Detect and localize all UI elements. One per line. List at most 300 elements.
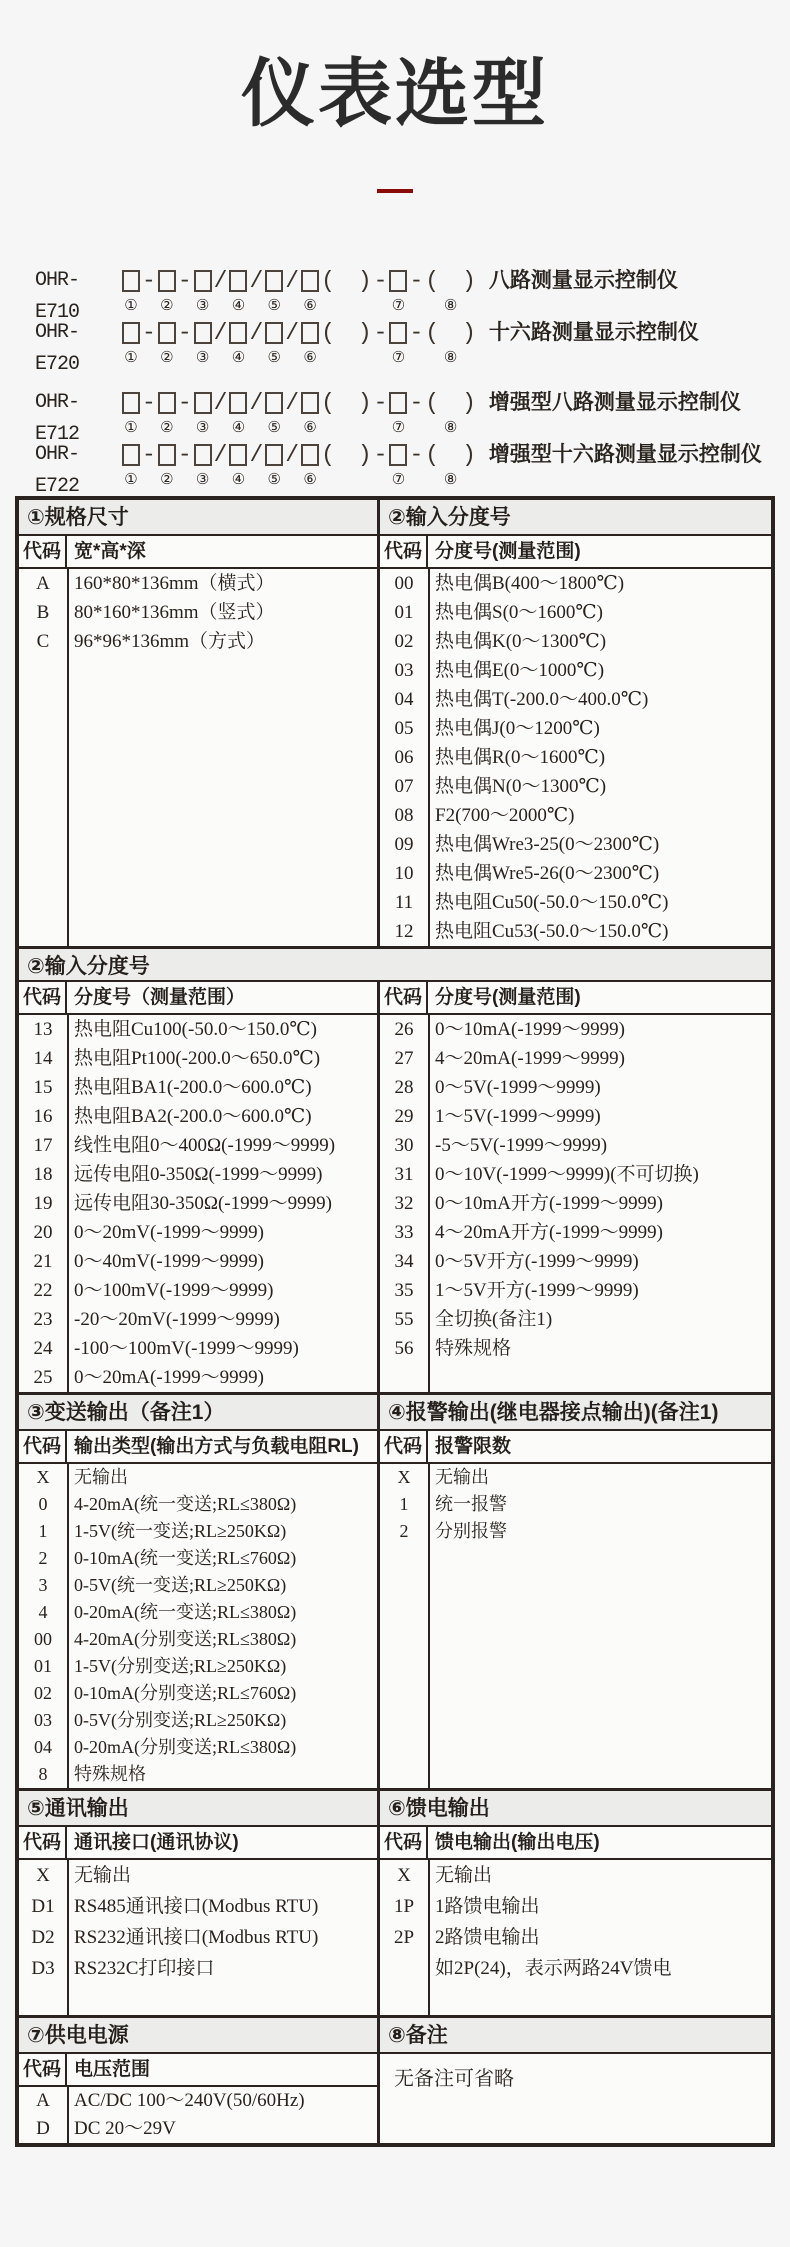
code-cell: A bbox=[36, 2089, 50, 2111]
desc-cell: 分别报警 bbox=[435, 1520, 507, 1541]
desc-cell: 无输出 bbox=[74, 1864, 132, 1886]
position-number-label: ⑦ bbox=[391, 297, 406, 314]
desc-cell: 0-10mA(统一变送;RL≤760Ω) bbox=[74, 1547, 297, 1568]
code-token bbox=[265, 317, 283, 369]
table-row bbox=[380, 1131, 771, 1160]
table-row bbox=[19, 1953, 377, 1984]
position-number-label: ④ bbox=[231, 471, 246, 488]
code-token bbox=[214, 317, 228, 369]
code-token bbox=[321, 439, 372, 491]
code-token bbox=[194, 265, 212, 317]
position-number-label: ③ bbox=[195, 471, 210, 488]
code-box-slot bbox=[122, 317, 140, 349]
desc-cell: RS232C打印接口 bbox=[74, 1957, 215, 1979]
position-number-label bbox=[341, 471, 351, 491]
code-box bbox=[158, 270, 176, 292]
position-number-label bbox=[180, 471, 190, 491]
code-box-slot bbox=[122, 265, 140, 297]
desc-cell: 全切换(备注1) bbox=[435, 1308, 553, 1330]
table-row bbox=[19, 569, 377, 598]
code-token bbox=[285, 265, 299, 317]
code-token bbox=[142, 387, 156, 439]
code-cell: 26 bbox=[394, 1018, 414, 1040]
position-number-label bbox=[376, 419, 386, 439]
model-line bbox=[35, 387, 790, 446]
section-data bbox=[19, 2087, 377, 2143]
table-row bbox=[19, 1131, 377, 1160]
code-cell: 27 bbox=[394, 1047, 414, 1069]
position-number-label bbox=[251, 349, 261, 369]
table-row bbox=[380, 1247, 771, 1276]
code-token bbox=[425, 317, 476, 369]
desc-cell: 0-5V(统一变送;RL≥250KΩ) bbox=[74, 1574, 287, 1595]
desc-cell: 0～10mA(-1999～9999) bbox=[435, 1018, 625, 1040]
desc-cell: 0-20mA(统一变送;RL≤380Ω) bbox=[74, 1601, 297, 1622]
code-cell: 25 bbox=[33, 1366, 53, 1388]
table-row bbox=[380, 1891, 771, 1922]
code-cell: 22 bbox=[33, 1279, 53, 1301]
desc-cell: RS485通讯接口(Modbus RTU) bbox=[74, 1895, 319, 1917]
code-cell: 08 bbox=[394, 804, 414, 826]
section-data bbox=[380, 1860, 771, 2015]
code-cell: 28 bbox=[394, 1076, 414, 1098]
position-number-label: ② bbox=[160, 471, 174, 488]
column-header-row bbox=[19, 1431, 377, 1464]
table-section bbox=[19, 2018, 380, 2143]
table-row bbox=[19, 627, 377, 656]
section-header: ①规格尺寸 bbox=[19, 500, 377, 536]
code-cell: X bbox=[397, 1864, 411, 1886]
code-separator: ( ) bbox=[321, 267, 372, 294]
position-number-label bbox=[341, 297, 351, 317]
table-row bbox=[19, 2087, 377, 2115]
desc-cell: -20～20mV(-1999～9999) bbox=[74, 1308, 280, 1330]
description-column-header: 宽*高*深 bbox=[74, 540, 146, 562]
table-row bbox=[19, 1860, 377, 1891]
table-row bbox=[380, 1464, 771, 1491]
code-cell: 19 bbox=[33, 1192, 53, 1214]
code-box-slot bbox=[389, 317, 407, 349]
code-token bbox=[178, 439, 192, 491]
code-cell: 11 bbox=[394, 891, 414, 913]
code-cell: 56 bbox=[394, 1337, 414, 1359]
description-column-header: 通讯接口(通讯协议) bbox=[74, 1831, 239, 1853]
table-row bbox=[19, 1102, 377, 1131]
model-description: 十六路测量显示控制仪 bbox=[488, 320, 699, 344]
code-box bbox=[122, 322, 140, 344]
desc-cell: -100～100mV(-1999～9999) bbox=[74, 1337, 299, 1359]
desc-cell: 远传电阻30-350Ω(-1999～9999) bbox=[74, 1192, 332, 1214]
table-row bbox=[19, 1572, 377, 1599]
section-pair-row bbox=[19, 982, 771, 1392]
code-token bbox=[229, 387, 247, 439]
desc-cell: 热电偶Wre3-25(0～2300℃) bbox=[435, 833, 660, 855]
position-number-label bbox=[411, 349, 421, 369]
desc-cell: 0-20mA(分别变送;RL≤380Ω) bbox=[74, 1736, 297, 1757]
table-row bbox=[380, 1860, 771, 1891]
model-code-pattern bbox=[121, 387, 477, 439]
code-token bbox=[374, 387, 388, 439]
table-row bbox=[380, 743, 771, 772]
desc-cell: 热电阻BA1(-200.0～600.0℃) bbox=[74, 1076, 312, 1098]
table-row bbox=[380, 714, 771, 743]
desc-cell: 热电阻Pt100(-200.0～650.0℃) bbox=[74, 1047, 321, 1069]
code-cell: D3 bbox=[31, 1957, 55, 1979]
position-number-label bbox=[251, 471, 261, 491]
column-header-row bbox=[19, 982, 377, 1015]
description-column-header: 分度号(测量范围) bbox=[435, 986, 581, 1008]
table-row bbox=[19, 1247, 377, 1276]
desc-cell: 1路馈电输出 bbox=[435, 1895, 540, 1917]
section-pair-row bbox=[19, 2015, 771, 2143]
position-number-label bbox=[376, 471, 386, 491]
table-section bbox=[380, 982, 771, 1392]
table-row bbox=[380, 1491, 771, 1518]
table-row bbox=[19, 1305, 377, 1334]
desc-cell: RS232通讯接口(Modbus RTU) bbox=[74, 1926, 319, 1948]
position-number-label: ① bbox=[124, 349, 138, 366]
code-token bbox=[158, 387, 176, 439]
position-number-label: ⑧ bbox=[443, 297, 458, 314]
model-code-pattern bbox=[121, 265, 477, 317]
table-row bbox=[19, 1218, 377, 1247]
model-description: 增强型八路测量显示控制仪 bbox=[488, 390, 741, 414]
title-accent-dash bbox=[377, 189, 413, 193]
desc-cell: 热电阻Cu53(-50.0～150.0℃) bbox=[435, 920, 669, 942]
code-cell: 4 bbox=[38, 1601, 48, 1622]
code-box-slot bbox=[229, 439, 247, 471]
code-separator: ( ) bbox=[321, 389, 372, 416]
code-cell: 2 bbox=[38, 1547, 48, 1568]
code-token bbox=[425, 439, 476, 491]
position-number-label bbox=[341, 419, 351, 439]
desc-cell: 统一报警 bbox=[435, 1493, 507, 1514]
model-line bbox=[35, 439, 790, 498]
description-column-header: 分度号（测量范围） bbox=[74, 986, 246, 1008]
code-separator: / bbox=[285, 267, 300, 294]
code-token bbox=[194, 317, 212, 369]
code-box bbox=[122, 270, 140, 292]
code-box bbox=[229, 270, 247, 292]
desc-cell: 无输出 bbox=[435, 1864, 493, 1886]
code-separator: - bbox=[409, 319, 424, 346]
position-number-label bbox=[287, 419, 297, 439]
table-row bbox=[380, 1276, 771, 1305]
desc-cell: 热电偶N(0～1300℃) bbox=[435, 775, 607, 797]
code-separator: / bbox=[285, 319, 300, 346]
position-number-label: ② bbox=[160, 419, 174, 436]
model-line bbox=[35, 317, 790, 376]
code-separator: ( ) bbox=[425, 319, 476, 346]
section-data bbox=[19, 569, 377, 946]
code-box bbox=[389, 444, 407, 466]
table-row bbox=[19, 1545, 377, 1572]
desc-cell: 热电偶E(0～1000℃) bbox=[435, 659, 605, 681]
code-column-header: 代码 bbox=[380, 1827, 428, 1858]
code-separator: - bbox=[409, 267, 424, 294]
code-token bbox=[194, 439, 212, 491]
code-separator: - bbox=[373, 441, 388, 468]
code-box bbox=[265, 322, 283, 344]
code-box-slot bbox=[229, 317, 247, 349]
model-description: 八路测量显示控制仪 bbox=[488, 268, 678, 292]
code-column-header: 代码 bbox=[19, 536, 67, 567]
code-token bbox=[265, 387, 283, 439]
column-header-row bbox=[19, 1827, 377, 1860]
table-row bbox=[380, 772, 771, 801]
code-token bbox=[142, 265, 156, 317]
position-number-label bbox=[376, 297, 386, 317]
column-header-row bbox=[380, 1431, 771, 1464]
code-box bbox=[265, 270, 283, 292]
desc-cell: 4～20mA(-1999～9999) bbox=[435, 1047, 625, 1069]
code-token bbox=[301, 439, 319, 491]
model-name: OHR-E710 bbox=[35, 268, 80, 324]
code-cell: 24 bbox=[33, 1337, 53, 1359]
position-number-label: ② bbox=[160, 297, 174, 314]
model-code-pattern bbox=[121, 439, 477, 491]
code-token bbox=[249, 439, 263, 491]
position-number-label: ⑦ bbox=[391, 471, 406, 488]
code-token bbox=[178, 387, 192, 439]
position-number-label bbox=[144, 297, 154, 317]
table-row bbox=[19, 1464, 377, 1491]
table-row bbox=[380, 801, 771, 830]
position-number-label: ③ bbox=[195, 419, 210, 436]
desc-cell: 热电阻Cu100(-50.0～150.0℃) bbox=[74, 1018, 317, 1040]
code-cell: 29 bbox=[394, 1105, 414, 1127]
position-number-label bbox=[411, 419, 421, 439]
table-row bbox=[380, 685, 771, 714]
code-cell: 09 bbox=[394, 833, 414, 855]
code-token bbox=[374, 317, 388, 369]
code-column-header: 代码 bbox=[19, 1827, 67, 1858]
code-separator: - bbox=[409, 389, 424, 416]
desc-cell: 1-5V(统一变送;RL≥250KΩ) bbox=[74, 1520, 287, 1541]
desc-cell: 热电偶T(-200.0～400.0℃) bbox=[435, 688, 649, 710]
position-number-label bbox=[180, 297, 190, 317]
table-row bbox=[380, 830, 771, 859]
desc-cell: 0-5V(分别变送;RL≥250KΩ) bbox=[74, 1709, 287, 1730]
code-token bbox=[158, 439, 176, 491]
code-cell: 3 bbox=[38, 1574, 48, 1595]
description-column-header: 分度号(测量范围) bbox=[435, 540, 581, 562]
code-box bbox=[229, 322, 247, 344]
table-row bbox=[380, 569, 771, 598]
table-section bbox=[19, 982, 380, 1392]
code-cell: 14 bbox=[33, 1047, 53, 1069]
code-separator: - bbox=[177, 389, 192, 416]
code-cell: 02 bbox=[34, 1682, 52, 1703]
position-number-label: ⑧ bbox=[443, 419, 458, 436]
code-box bbox=[389, 270, 407, 292]
code-box bbox=[158, 322, 176, 344]
table-row bbox=[380, 1189, 771, 1218]
code-cell: 30 bbox=[394, 1134, 414, 1156]
code-box bbox=[194, 270, 212, 292]
code-separator: / bbox=[249, 319, 264, 346]
code-box-slot bbox=[229, 265, 247, 297]
code-cell: 33 bbox=[394, 1221, 414, 1243]
desc-cell: 0～20mA(-1999～9999) bbox=[74, 1366, 264, 1388]
position-number-label: ⑦ bbox=[391, 419, 406, 436]
table-row bbox=[19, 1734, 377, 1761]
code-cell: 1 bbox=[399, 1493, 409, 1514]
code-cell: 00 bbox=[394, 572, 414, 594]
table-row bbox=[19, 1653, 377, 1680]
code-cell: B bbox=[36, 601, 50, 623]
code-token bbox=[389, 317, 407, 369]
code-separator: - bbox=[142, 441, 156, 468]
description-column-header: 报警限数 bbox=[435, 1435, 512, 1457]
desc-cell: 热电阻BA2(-200.0～600.0℃) bbox=[74, 1105, 312, 1127]
section-pair-row bbox=[19, 500, 771, 946]
code-box bbox=[389, 322, 407, 344]
code-separator: / bbox=[213, 319, 228, 346]
table-row bbox=[19, 1276, 377, 1305]
code-token bbox=[142, 317, 156, 369]
table-row bbox=[380, 1073, 771, 1102]
code-box bbox=[265, 392, 283, 414]
desc-cell: 热电偶Wre5-26(0～2300℃) bbox=[435, 862, 660, 884]
code-box bbox=[194, 392, 212, 414]
code-separator: / bbox=[249, 267, 264, 294]
code-separator: ( ) bbox=[425, 441, 476, 468]
code-separator: - bbox=[142, 389, 156, 416]
desc-cell: 无输出 bbox=[435, 1466, 489, 1487]
table-row bbox=[19, 1518, 377, 1545]
code-cell: 1 bbox=[38, 1520, 48, 1541]
section-header-full: ②输入分度号 bbox=[19, 946, 771, 982]
section-header: ⑥馈电输出 bbox=[380, 1791, 771, 1827]
table-section bbox=[19, 500, 380, 946]
code-box-slot bbox=[389, 387, 407, 419]
desc-cell: 线性电阻0～400Ω(-1999～9999) bbox=[74, 1134, 336, 1156]
code-cell: 15 bbox=[33, 1076, 53, 1098]
code-cell: 00 bbox=[34, 1628, 52, 1649]
code-column-header: 代码 bbox=[19, 1431, 67, 1462]
selection-table bbox=[15, 496, 775, 2147]
code-cell: 23 bbox=[33, 1308, 53, 1330]
code-cell: D bbox=[36, 2117, 50, 2139]
table-section bbox=[380, 2018, 771, 2143]
position-number-label: ⑥ bbox=[303, 297, 317, 314]
desc-cell: 160*80*136mm（横式） bbox=[74, 572, 275, 594]
code-cell: X bbox=[36, 1466, 50, 1487]
description-column-header: 馈电输出(输出电压) bbox=[435, 1831, 600, 1853]
table-row bbox=[19, 1491, 377, 1518]
table-section bbox=[380, 1791, 771, 2015]
code-token bbox=[285, 439, 299, 491]
table-row bbox=[380, 1218, 771, 1247]
table-row bbox=[380, 1334, 771, 1363]
desc-cell: 0-10mA(分别变送;RL≤760Ω) bbox=[74, 1682, 297, 1703]
column-header-row bbox=[380, 982, 771, 1015]
table-section bbox=[19, 1791, 380, 2015]
table-row bbox=[380, 1102, 771, 1131]
code-box bbox=[194, 444, 212, 466]
desc-cell: DC 20～29V bbox=[74, 2117, 176, 2139]
code-separator: / bbox=[249, 441, 264, 468]
table-row bbox=[19, 1761, 377, 1788]
desc-cell: 4～20mA开方(-1999～9999) bbox=[435, 1221, 663, 1243]
code-cell: 03 bbox=[394, 659, 414, 681]
table-row bbox=[380, 917, 771, 946]
code-token bbox=[301, 387, 319, 439]
code-cell: 13 bbox=[33, 1018, 53, 1040]
code-separator: ( ) bbox=[321, 319, 372, 346]
table-row bbox=[19, 1363, 377, 1392]
code-separator: - bbox=[177, 441, 192, 468]
description-column-header: 输出类型(输出方式与负载电阻RL) bbox=[74, 1435, 359, 1457]
section-pair-row bbox=[19, 1788, 771, 2015]
table-row bbox=[380, 598, 771, 627]
code-token bbox=[142, 439, 156, 491]
position-number-label: ⑥ bbox=[303, 419, 317, 436]
table-row bbox=[380, 627, 771, 656]
desc-cell: 远传电阻0-350Ω(-1999～9999) bbox=[74, 1163, 323, 1185]
position-number-label bbox=[251, 297, 261, 317]
code-token bbox=[229, 265, 247, 317]
desc-cell: 0～10mA开方(-1999～9999) bbox=[435, 1192, 663, 1214]
code-box-slot bbox=[194, 265, 212, 297]
position-number-label bbox=[216, 297, 226, 317]
section-data bbox=[380, 569, 771, 946]
table-row bbox=[380, 1518, 771, 1545]
position-number-label: ① bbox=[124, 419, 138, 436]
code-box-slot bbox=[265, 439, 283, 471]
code-cell: 0 bbox=[38, 1493, 48, 1514]
position-number-label bbox=[251, 419, 261, 439]
section-note: 无备注可省略 bbox=[394, 2067, 514, 2090]
position-number-label bbox=[144, 349, 154, 369]
code-token bbox=[265, 265, 283, 317]
code-separator: / bbox=[285, 389, 300, 416]
section-data bbox=[19, 1464, 377, 1788]
table-row bbox=[380, 1953, 771, 1984]
code-box-slot bbox=[158, 317, 176, 349]
column-header-row bbox=[19, 2054, 377, 2087]
code-token bbox=[214, 439, 228, 491]
code-token bbox=[229, 439, 247, 491]
code-cell: 05 bbox=[394, 717, 414, 739]
desc-cell: AC/DC 100～240V(50/60Hz) bbox=[74, 2089, 305, 2111]
table-row bbox=[19, 1073, 377, 1102]
section-header: ③变送输出（备注1） bbox=[19, 1395, 377, 1431]
code-separator: ( ) bbox=[321, 441, 372, 468]
code-cell: 06 bbox=[394, 746, 414, 768]
section-header: ⑦供电电源 bbox=[19, 2018, 377, 2054]
code-column-header: 代码 bbox=[380, 536, 428, 567]
table-row bbox=[19, 1680, 377, 1707]
code-box-slot bbox=[194, 387, 212, 419]
desc-cell: 特殊规格 bbox=[435, 1337, 512, 1359]
code-separator: - bbox=[177, 267, 192, 294]
section-header: ④报警输出(继电器接点输出)(备注1) bbox=[380, 1395, 771, 1431]
desc-cell: 无输出 bbox=[74, 1466, 128, 1487]
code-cell: 04 bbox=[394, 688, 414, 710]
section-data bbox=[380, 1015, 771, 1392]
position-number-label bbox=[216, 471, 226, 491]
position-number-label bbox=[216, 419, 226, 439]
desc-cell: -5～5V(-1999～9999) bbox=[435, 1134, 608, 1156]
code-box-slot bbox=[158, 265, 176, 297]
position-number-label: ③ bbox=[195, 349, 210, 366]
code-cell: 12 bbox=[394, 920, 414, 942]
desc-cell: 4-20mA(统一变送;RL≤380Ω) bbox=[74, 1493, 297, 1514]
section-header: ②输入分度号 bbox=[380, 500, 771, 536]
position-number-label: ④ bbox=[231, 419, 246, 436]
